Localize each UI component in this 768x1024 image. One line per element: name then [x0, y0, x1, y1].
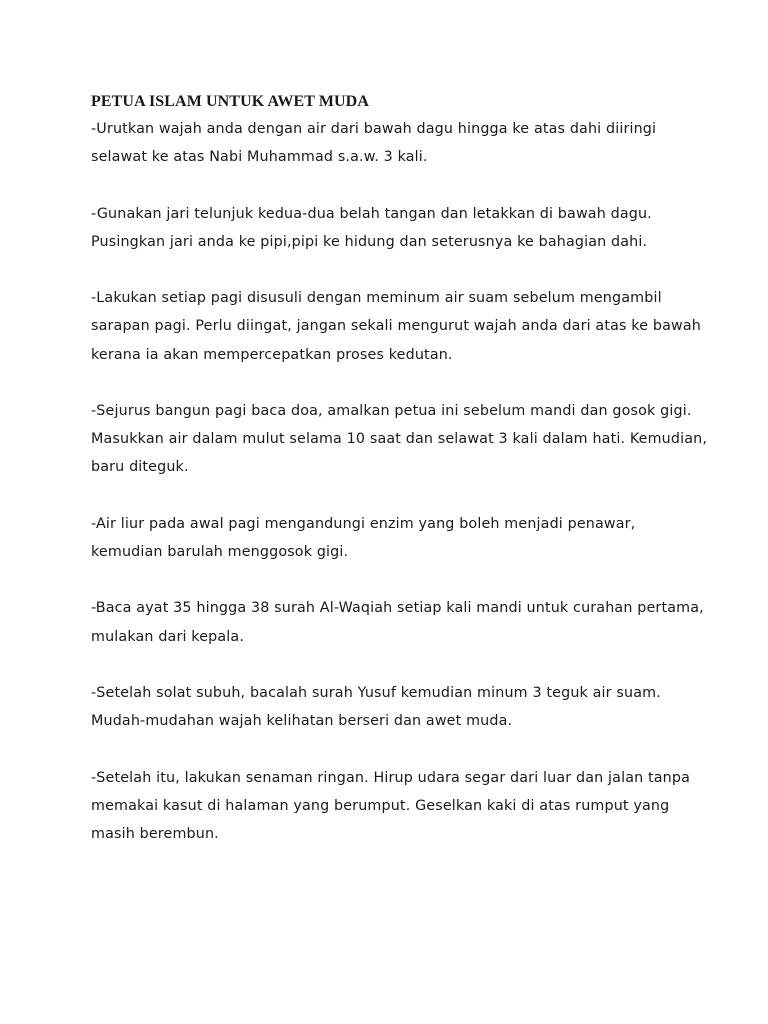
paragraph: -Lakukan setiap pagi disusuli dengan meminum air suam sebelum mengambil sarapan pagi. Perlu diingat, jangan sekali mengurut wajah anda dari atas ke bawah kerana ia akan mempercepatkan proses kedutan.: [91, 290, 701, 363]
document-body: [91, 115, 708, 848]
document-title: PETUA ISLAM UNTUK AWET MUDA: [91, 93, 369, 110]
paragraph: -Urutkan wajah anda dengan air dari bawah dagu hingga ke atas dahi diiringi selawat ke atas Nabi Muhammad s.a.w. 3 kali.: [91, 121, 657, 166]
paragraph: -Gunakan jari telunjuk kedua-dua belah tangan dan letakkan di bawah dagu. Pusingkan jari anda ke pipi,pipi ke hidung dan seterusnya ke bahagian dahi.: [91, 205, 652, 250]
paragraph: -Baca ayat 35 hingga 38 surah Al-Waqiah setiap kali mandi untuk curahan pertama, mulakan dari kepala.: [91, 600, 704, 645]
paragraph: -Setelah solat subuh, bacalah surah Yusuf kemudian minum 3 teguk air suam. Mudah-mudahan wajah kelihatan berseri dan awet muda.: [91, 684, 661, 730]
paragraph: -Setelah itu, lakukan senaman ringan. Hirup udara segar dari luar dan jalan tanpa memakai kasut di halaman yang berumput. Geselkan kaki di atas rumput yang masih berembun.: [91, 769, 691, 842]
paragraph: -Air liur pada awal pagi mengandungi enzim yang boleh menjadi penawar, kemudian barulah menggosok gigi.: [91, 515, 636, 560]
paragraph: -Sejurus bangun pagi baca doa, amalkan petua ini sebelum mandi dan gosok gigi. Masukkan air dalam mulut selama 10 saat dan selawat 3 kali dalam hati. Kemudian, baru diteguk.: [91, 402, 708, 476]
